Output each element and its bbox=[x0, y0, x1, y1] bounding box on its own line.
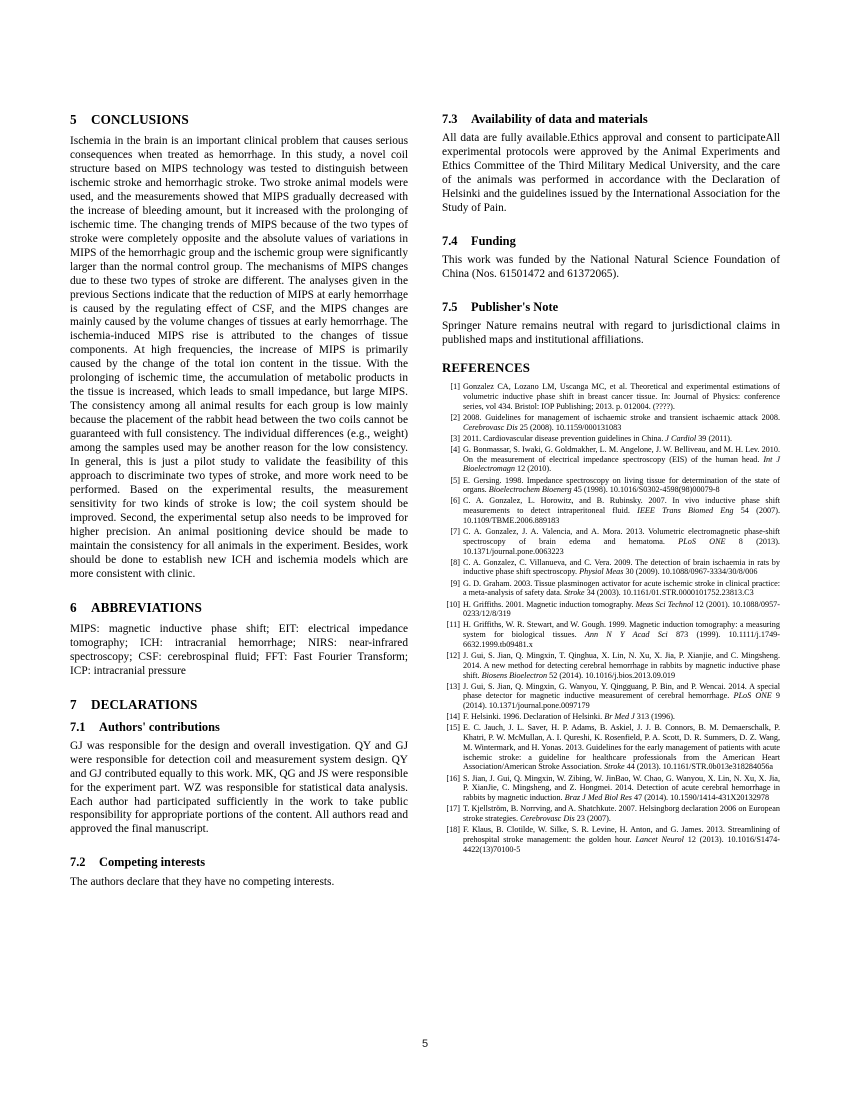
reference-item bbox=[442, 712, 780, 722]
section-heading-declarations bbox=[70, 697, 408, 713]
reference-journal: PLoS ONE bbox=[733, 691, 772, 701]
reference-citation-detail: 12 (2001). 10.1088/0957-0233/12/8/319 bbox=[463, 599, 780, 619]
reference-number: [2] bbox=[450, 412, 460, 422]
reference-number: [13] bbox=[446, 681, 460, 691]
reference-item bbox=[442, 723, 780, 772]
spacer bbox=[442, 348, 780, 361]
reference-journal: Stroke bbox=[603, 762, 625, 772]
reference-item bbox=[442, 651, 780, 680]
reference-number: [6] bbox=[450, 496, 460, 506]
reference-citation-detail: 313 (1996). bbox=[634, 712, 675, 722]
authors-contributions-paragraph: GJ was responsible for the design and overall investigation. QY and GJ were responsible for detection coil and measurement system design. QY and GJ contributed equally to this work. MK, QG and JS were responsible for the experiment part. WZ was responsible for statistical data analysis. Each author had participated sufficiently in the work to take public responsibility for appropriate portions of the content. All authors read and approved the final manuscript. bbox=[70, 739, 408, 836]
availability-paragraph: All data are fully available.Ethics approval and consent to participateAll experimental protocols were approved by the Animal Experiments and Ethics Committee of the Third Military Medical University, and the care of the animals was performed in accordance with the Declaration of Helsinki and the guidelines issued by the International Association for the Study of Pain. bbox=[442, 132, 780, 214]
reference-text: Gonzalez CA, Lozano LM, Uscanga MC, et al. Theoretical and experimental estimations of volumetric inductive phase shift in breast cancer tissue. In: Journal of Physics: conference series, vol 434. Bristol: IOP Publishing; 2013. p. 012004. (????). bbox=[463, 382, 780, 411]
subsection-title: Publisher's Note bbox=[471, 299, 559, 314]
spacer bbox=[70, 679, 408, 697]
reference-text: C. A. Gonzalez, J. A. Valencia, and A. Mora. 2013. Volumetric electromagnetic phase-shift spectroscopy of brain edema and hematoma. bbox=[463, 527, 780, 546]
section-number: 7 bbox=[70, 696, 77, 712]
reference-number: [7] bbox=[450, 527, 460, 537]
competing-interests-paragraph: The authors declare that they have no competing interests. bbox=[70, 875, 335, 888]
subsection-heading-publishers-note bbox=[442, 300, 780, 315]
subsection-title: Funding bbox=[471, 233, 516, 248]
reference-text: E. C. Jauch, J. L. Saver, H. P. Adams, B. Askiel, J. J. B. Connors, B. M. Demaerschalk, P. Khatri, P. W. McMullan, A. I. Qureshi, K. Rosenfield, P. A. Scott, D. R. Summers, D. Z. Wang, M. Wintermark, and H. Yonas. 2013. Guidelines for the early management of patients with acute ischemic stroke: a guideline for healthcare professionals from the American Heart Association/American Stroke Association. bbox=[463, 723, 780, 772]
left-column bbox=[70, 112, 408, 1012]
reference-number: [5] bbox=[450, 475, 460, 485]
reference-journal: IEEE Trans Biomed Eng bbox=[637, 506, 734, 516]
reference-journal: Cerebrovasc Dis bbox=[520, 814, 575, 823]
reference-item bbox=[442, 825, 780, 854]
section-title: CONCLUSIONS bbox=[91, 112, 189, 127]
reference-item bbox=[442, 445, 780, 474]
reference-item bbox=[442, 476, 780, 496]
reference-text: F. Helsinki. 1996. Declaration of Helsinki. bbox=[463, 712, 605, 722]
reference-citation-detail: 39 (2011). bbox=[696, 433, 733, 443]
reference-citation-detail: 12 (2010). bbox=[515, 464, 552, 474]
subsection-title: Competing interests bbox=[99, 855, 206, 870]
reference-number: [1] bbox=[450, 382, 460, 392]
reference-citation-detail: 54 (2007). 10.1109/TBME.2006.889183 bbox=[463, 506, 780, 525]
reference-citation-detail: 873 (1999). 10.1111/j.1749-6632.1999.tb09481.x bbox=[463, 630, 780, 649]
reference-number: [3] bbox=[450, 433, 460, 443]
reference-citation-detail: 9 (2014). 10.1371/journal.pone.0097179 bbox=[463, 691, 781, 711]
reference-number: [4] bbox=[450, 444, 460, 454]
section-heading-conclusions bbox=[70, 112, 408, 128]
reference-item bbox=[442, 774, 780, 803]
section-number: 5 bbox=[70, 112, 77, 127]
reference-text: 2011. Cardiovascular disease prevention guidelines in China. bbox=[463, 433, 666, 443]
right-column bbox=[442, 112, 780, 1012]
reference-citation-detail: 8 (2013). 10.1371/journal.pone.0063223 bbox=[463, 536, 780, 556]
subsection-number: 7.3 bbox=[442, 112, 458, 126]
reference-item bbox=[442, 382, 780, 411]
references-heading: REFERENCES bbox=[442, 360, 531, 375]
reference-item bbox=[442, 620, 780, 649]
reference-number: [14] bbox=[446, 712, 460, 722]
reference-citation-detail: 45 (1998). 10.1016/S0302-4598(98)00079-8 bbox=[571, 485, 720, 495]
subsection-title: Authors' contributions bbox=[99, 719, 220, 734]
section-heading-abbreviations bbox=[70, 600, 408, 616]
reference-citation-detail: 34 (2003). 10.1161/01.STR.0000101752.23813.C3 bbox=[584, 588, 754, 598]
reference-journal: Bioelectrochem Bioenerg bbox=[488, 485, 572, 495]
reference-journal: J Cardiol bbox=[665, 433, 697, 443]
subsection-number: 7.2 bbox=[70, 855, 86, 870]
reference-item bbox=[442, 682, 780, 711]
reference-journal: Cerebrovasc Dis bbox=[463, 422, 518, 432]
reference-journal: Int J Bioelectromagn bbox=[463, 454, 780, 474]
references-list bbox=[442, 382, 780, 854]
reference-citation-detail: 12 (2013). 10.1016/S1474-4422(13)70100-5 bbox=[463, 834, 780, 854]
spacer bbox=[70, 582, 408, 600]
reference-journal: Braz J Med Biol Res bbox=[564, 793, 632, 803]
reference-journal: Br Med J bbox=[604, 712, 635, 722]
reference-text: F. Klaus, B. Clotilde, W. Silke, S. R. Levine, H. Anton, and G. James. 2013. Streamlining of prehospital stroke management: the golden hour. bbox=[463, 825, 780, 844]
subsection-heading-authors-contributions bbox=[70, 720, 408, 735]
spacer bbox=[70, 837, 408, 855]
reference-number: [8] bbox=[450, 557, 460, 567]
reference-item bbox=[442, 413, 780, 433]
reference-citation-detail: 52 (2014). 10.1016/j.bios.2013.09.019 bbox=[547, 670, 676, 680]
spacer bbox=[442, 282, 780, 300]
reference-number: [11] bbox=[446, 620, 460, 630]
conclusions-paragraph: Ischemia in the brain is an important clinical problem that causes serious consequences when treated as hemorrhage. In this study, a novel coil structure based on MIPS technology was tested to distinguish between ischemic stroke and hemorrhagic stroke. Two stroke animal models were used, and the measurements showed that MIPS gradually decreased with the increase of bleeding amount, but it increased with the prolonging of ischemic time. The changing trends of MIPS because of the two types of stroke were completely opposite and the absolute values of variations in MIPS of the hemorrhagic group and the ischemic group were significantly larger than the normal control group. The mechanisms of MIPS changes due to these two types of stroke are different. The analyses given in the previous Sections indicate that the reduction of MIPS at early hemorrhage is caused by the regulating effect of CSF, and the MIPS changes are mainly caused by the volume changes of tissues at early hemorrhage. The ischemia-induced MIPS rise is attributed to the changes of tissue components. At high frequencies, the increase of MIPS is primarily caused by the change of the total ion content in the tissue. With the prolonging of ischemic time, the accumulation of metabolic products in the tissue is increased, which leads to small impedance, but large MIPS. The consistency among all animal results for each group is low mainly because the placement of the rabbit head between the two coils cannot be guaranteed with full consistency. The individual differences (e.g., weight) among the samples used may be another reason for the low consistency. In general, this is just a pilot study to validate the feasibility of this approach to discriminate two types of stroke, and more work need to be performed. Based on the experimental results, the measurement sensitivity for two kinds of stroke is low; the coil system should be improved. Second, the experimental setup also needs to be improved for higher precision. An animal positioning device should be made to maintain the consistency for all animals in the experiment. Besides, work should be done to establish new ICH and ischemia models which are more consistent with clinic. bbox=[70, 135, 408, 580]
reference-number: [18] bbox=[446, 825, 460, 835]
reference-journal: Meas Sci Technol bbox=[635, 599, 694, 609]
page-number: 5 bbox=[421, 1038, 429, 1050]
reference-citation-detail: 30 (2009). 10.1088/0967-3334/30/8/006 bbox=[623, 567, 758, 577]
reference-number: [9] bbox=[450, 578, 460, 588]
subsection-heading-competing-interests bbox=[70, 855, 408, 870]
reference-journal: Biosens Bioelectron bbox=[481, 670, 548, 680]
subsection-number: 7.4 bbox=[442, 233, 458, 248]
reference-item bbox=[442, 496, 780, 525]
reference-item bbox=[442, 804, 780, 824]
reference-citation-detail: 25 (2008). 10.1159/000131083 bbox=[517, 422, 622, 432]
reference-journal: Ann N Y Acad Sci bbox=[584, 630, 668, 640]
reference-citation-detail: 47 (2014). 10.1590/1414-431X20132978 bbox=[631, 793, 770, 803]
reference-journal: PLoS ONE bbox=[678, 536, 726, 546]
reference-item bbox=[442, 558, 780, 578]
reference-journal: Stroke bbox=[563, 588, 585, 598]
reference-text: C. A. Gonzalez, L. Horowitz, and B. Rubinsky. 2007. In vivo inductive phase shift measurements to detect intraperitoneal fluid. bbox=[463, 496, 780, 516]
reference-number: [12] bbox=[446, 651, 460, 661]
reference-text: G. Bonmassar, S. Iwaki, G. Goldmakher, L. M. Angelone, J. W. Belliveau, and M. H. Lev. 2010. On the measurement of electrical impedance spectroscopy (EIS) of the human head. bbox=[463, 444, 780, 464]
reference-text: H. Griffiths, W. R. Stewart, and W. Gough. 1999. Magnetic induction tomography: a measuring system for biological tissues. bbox=[463, 620, 780, 640]
reference-item bbox=[442, 527, 780, 556]
reference-text: G. D. Graham. 2003. Tissue plasminogen activator for acute ischemic stroke in clinical practice: a meta-analysis of safety data. bbox=[463, 578, 780, 598]
reference-number: [10] bbox=[446, 599, 460, 609]
reference-journal: Physiol Meas bbox=[579, 567, 624, 577]
reference-number: [16] bbox=[446, 773, 460, 783]
reference-text: J. Gui, S. Jian, Q. Mingxin, G. Wanyou, Y. Qingguang, P. Bin, and P. Wencai. 2014. A special phase detector for magnetic inductive measurement of cerebral hemorrhage. bbox=[463, 681, 780, 701]
reference-text: J. Gui, S. Jian, Q. Mingxin, T. Qinghua, X. Lin, N. Xu, X. Jia, P. Xianjie, and C. Mingsheng. 2014. A new method for detecting cerebral hemorrhage in rabbits by magnetic inductive phase shift. bbox=[463, 651, 780, 680]
reference-citation-detail: 23 (2007). bbox=[574, 814, 611, 823]
reference-text: H. Griffiths. 2001. Magnetic induction tomography. bbox=[463, 599, 636, 609]
section-title: ABBREVIATIONS bbox=[91, 599, 202, 615]
reference-item bbox=[442, 434, 780, 444]
subsection-number: 7.1 bbox=[70, 719, 86, 734]
reference-text: T. Kjellström, B. Norrving, and A. Shatchkute. 2007. Helsingborg declaration 2006 on European stroke strategies. bbox=[463, 804, 780, 823]
subsection-number: 7.5 bbox=[442, 299, 458, 314]
reference-text: E. Gersing. 1998. Impedance spectroscopy on living tissue for determination of the state of organs. bbox=[463, 475, 780, 495]
reference-journal: Lancet Neurol bbox=[635, 834, 684, 844]
subsection-heading-availability bbox=[442, 112, 780, 127]
reference-number: [15] bbox=[446, 723, 460, 733]
subsection-title: Availability of data and materials bbox=[471, 112, 648, 126]
publishers-note-paragraph: Springer Nature remains neutral with regard to jurisdictional claims in published maps and institutional affiliations. bbox=[442, 320, 780, 346]
section-title: DECLARATIONS bbox=[91, 696, 198, 712]
section-number: 6 bbox=[70, 599, 77, 615]
reference-text: C. A. Gonzalez, C. Villanueva, and C. Vera. 2009. The detection of brain ischaemia in rats by inductive phase shift spectroscopy. bbox=[463, 557, 780, 577]
reference-item bbox=[442, 600, 780, 620]
reference-number: [17] bbox=[446, 804, 460, 814]
spacer bbox=[442, 216, 780, 234]
reference-text: S. Jian, J. Gui, Q. Mingxin, W. Zibing, W. JinBao, W. Chao, G. Wanyou, X. Lin, N. Xu, X. Jia, P. XianJie, C. Mingsheng, and Z. Hongmei. 2014. Detection of acute cerebral hemorrhage in rabbits by magnetic induction. bbox=[463, 773, 780, 803]
reference-text: 2008. Guidelines for management of ischaemic stroke and transient ischaemic attack 2008. bbox=[463, 412, 780, 422]
abbreviations-paragraph: MIPS: magnetic inductive phase shift; EIT: electrical impedance tomography; ICH: intracranial hemorrhage; NIRS: near-infrared spectroscopy; CSF: cerebrospinal fluid; FFT: Fast Fourier Transform; ICP: intracranial pressure bbox=[70, 622, 408, 677]
reference-item bbox=[442, 579, 780, 599]
reference-citation-detail: 44 (2013). 10.1161/STR.0b013e318284056a bbox=[624, 762, 774, 772]
two-column-layout bbox=[70, 112, 780, 1012]
subsection-heading-funding bbox=[442, 234, 780, 249]
funding-paragraph: This work was funded by the National Natural Science Foundation of China (Nos. 61501472 and 61372065). bbox=[442, 253, 780, 280]
